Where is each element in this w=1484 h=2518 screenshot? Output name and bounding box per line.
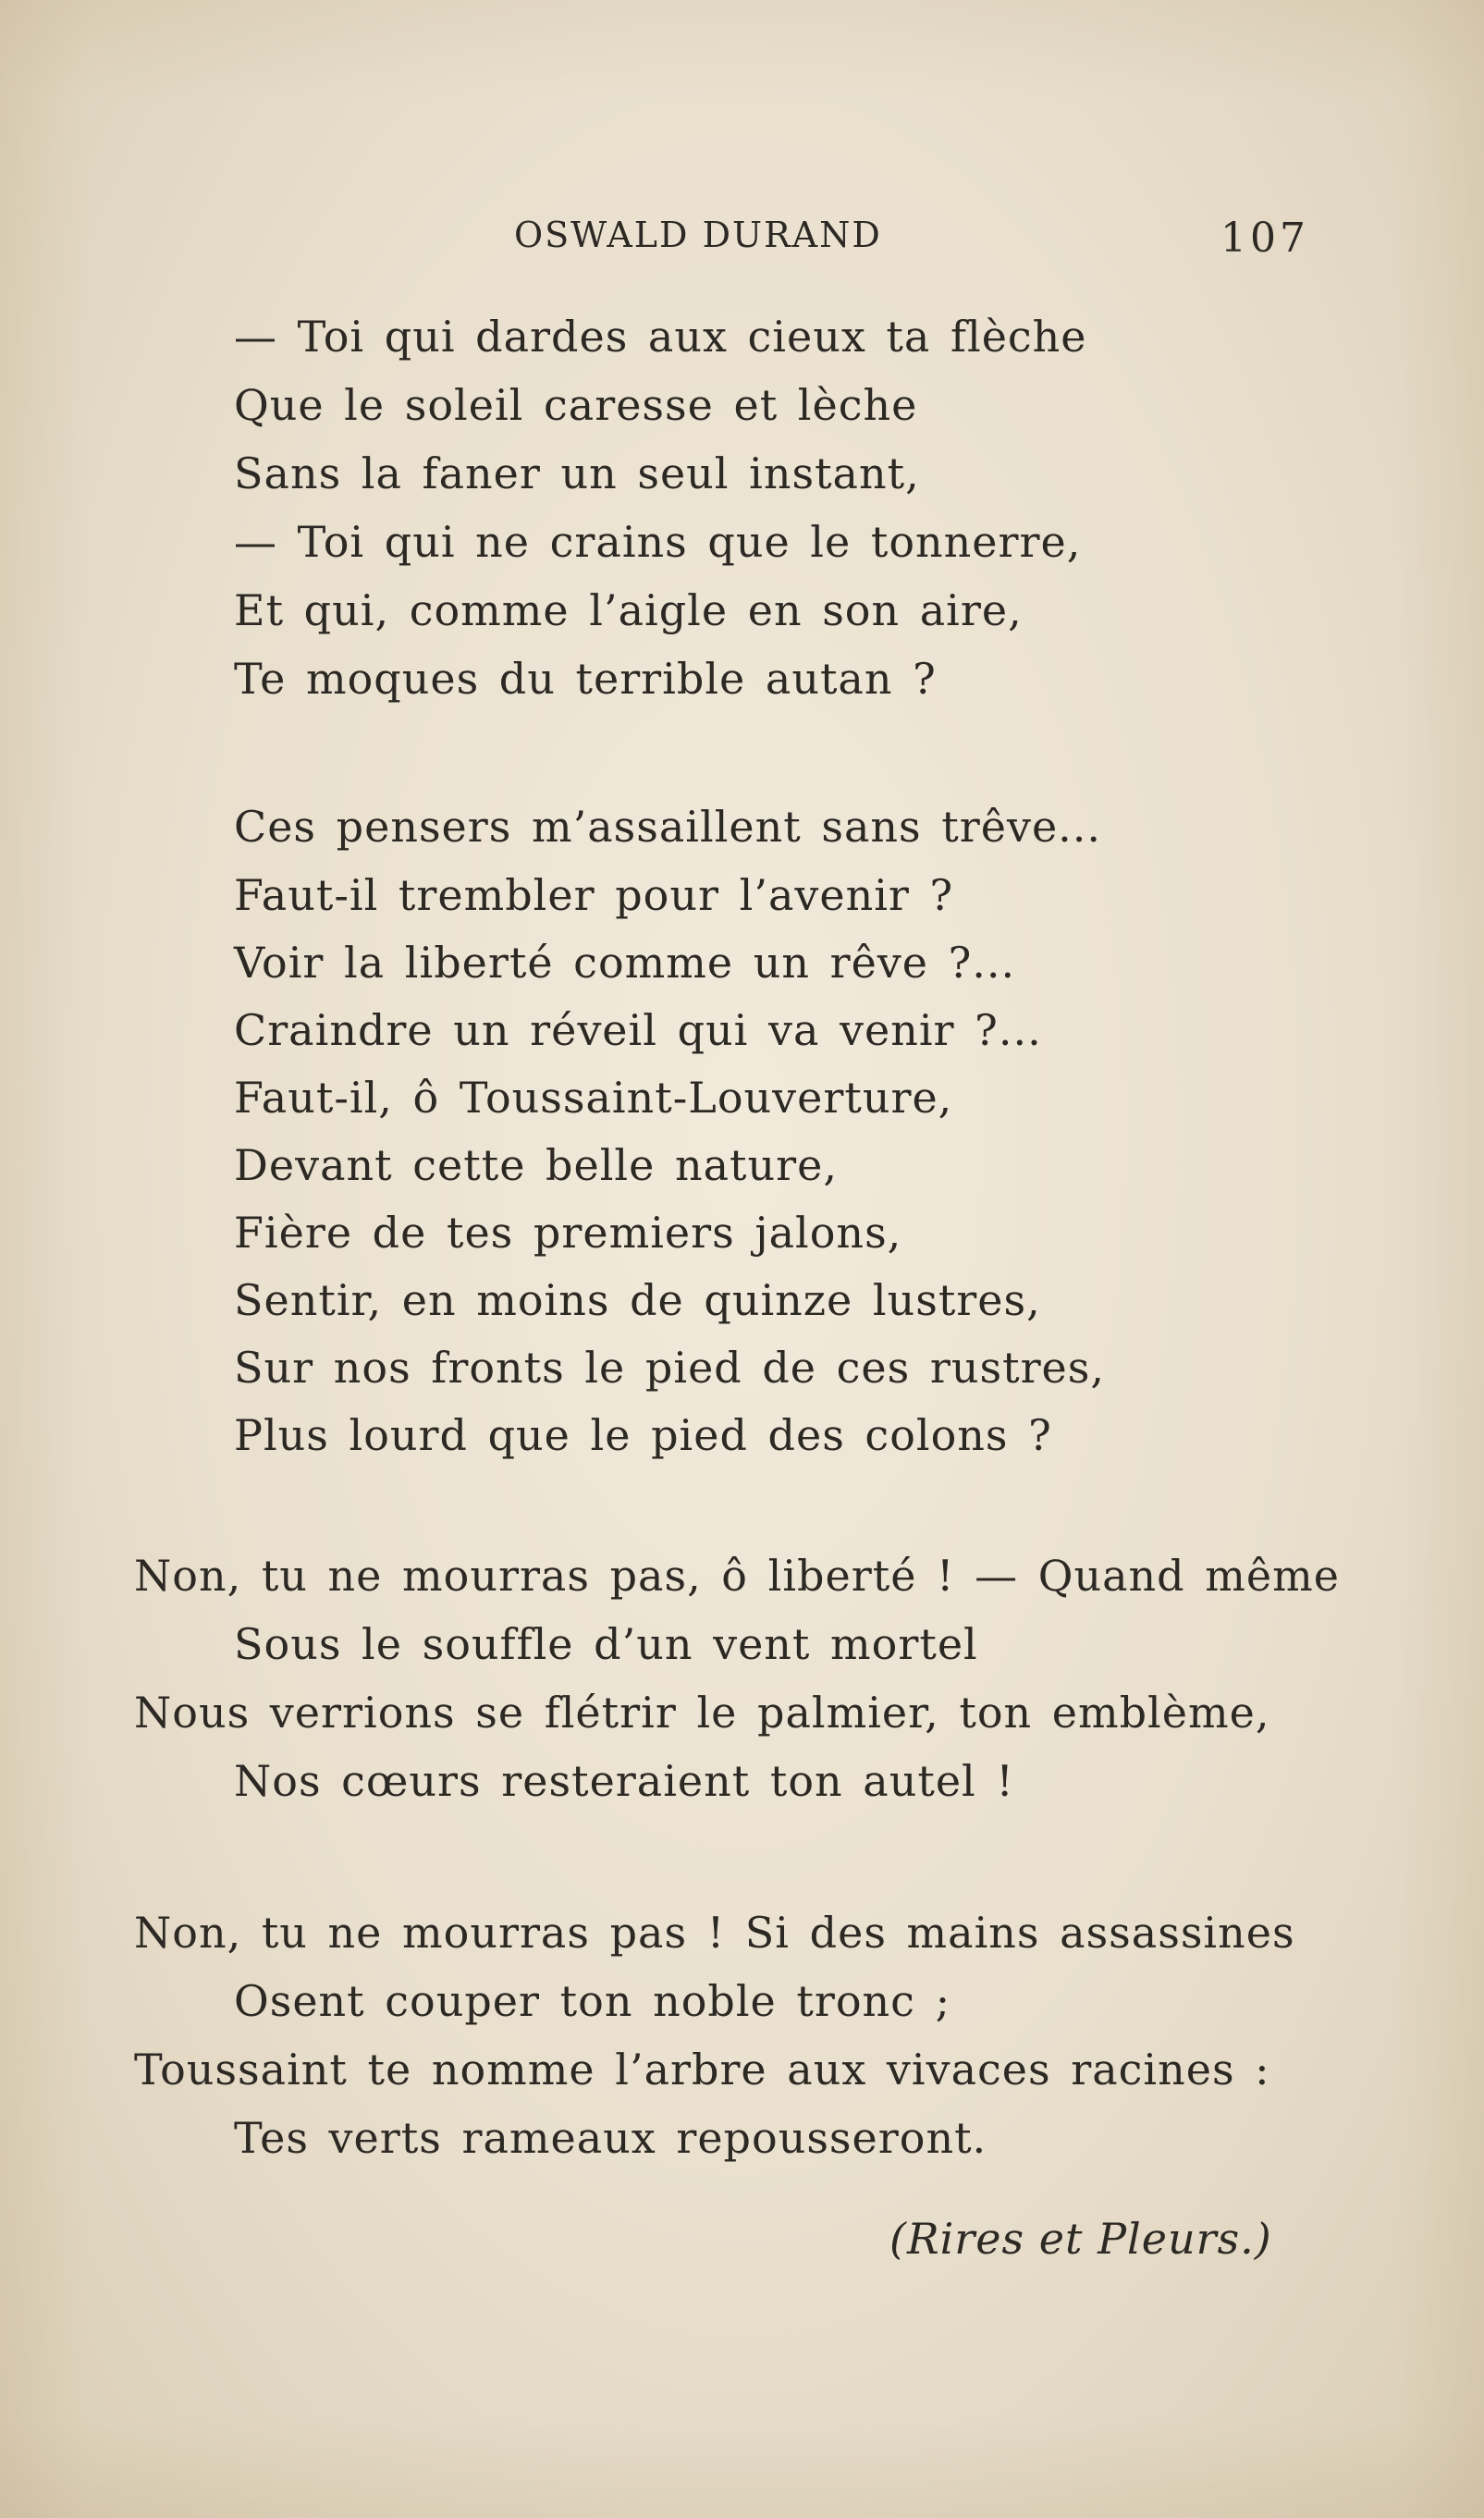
verse-line: Faut-il, ô Toussaint-Louverture,: [234, 1073, 953, 1123]
verse-line: Plus lourd que le pied des colons ?: [234, 1410, 1052, 1460]
verse-line: Sentir, en moins de quinze lustres,: [234, 1275, 1041, 1325]
verse-line: Fière de tes premiers jalons,: [234, 1208, 902, 1258]
verse-line: Craindre un réveil qui va venir ?...: [234, 1005, 1042, 1055]
verse-line: Non, tu ne mourras pas, ô liberté ! — Quand même: [134, 1551, 1340, 1601]
verse-line: Sur nos fronts le pied de ces rustres,: [234, 1343, 1106, 1393]
verse-line: Osent couper ton noble tronc ;: [234, 1976, 951, 2026]
verse-line: Non, tu ne mourras pas ! Si des mains assassines: [134, 1908, 1295, 1958]
page-number: 107: [1220, 215, 1309, 262]
verse-line: Que le soleil caresse et lèche: [234, 380, 918, 430]
verse-line: Voir la liberté comme un rêve ?...: [234, 938, 1016, 988]
verse-line: Et qui, comme l’aigle en son aire,: [234, 585, 1023, 635]
verse-line: Faut-il trembler pour l’avenir ?: [234, 870, 954, 920]
verse-line: Nous verrions se flétrir le palmier, ton emblème,: [134, 1688, 1270, 1738]
verse-line: Nos cœurs resteraient ton autel !: [234, 1756, 1014, 1806]
verse-line: Ces pensers m’assaillent sans trêve...: [234, 802, 1102, 852]
verse-line: Sans la faner un seul instant,: [234, 448, 920, 498]
source-citation: (Rires et Pleurs.): [889, 2214, 1272, 2264]
verse-line: Toussaint te nomme l’arbre aux vivaces racines :: [134, 2045, 1270, 2094]
verse-line: Te moques du terrible autan ?: [234, 654, 937, 704]
verse-line: — Toi qui ne crains que le tonnerre,: [234, 517, 1082, 567]
running-head: [0, 215, 1484, 270]
verse-line: Tes verts rameaux repousseront.: [234, 2113, 987, 2163]
verse-line: Sous le souffle d’un vent mortel: [234, 1619, 978, 1669]
verse-line: Devant cette belle nature,: [234, 1140, 838, 1190]
running-head-author: OSWALD DURAND: [514, 215, 882, 255]
verse-line: — Toi qui dardes aux cieux ta flèche: [234, 312, 1087, 362]
